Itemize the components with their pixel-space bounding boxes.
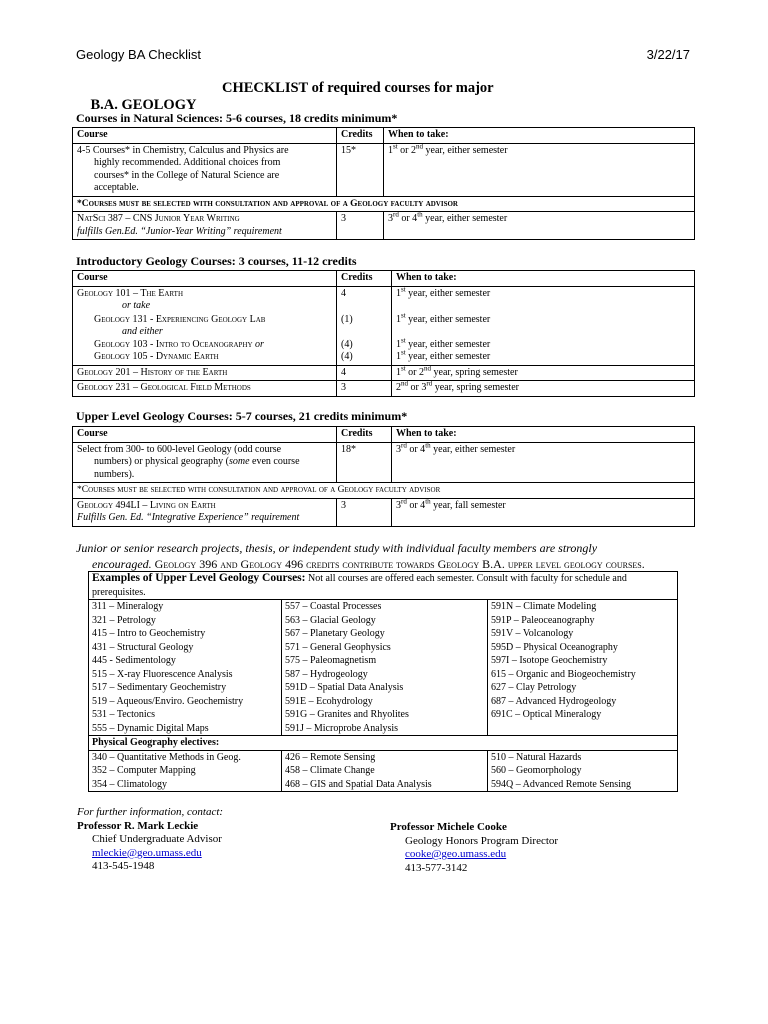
intro-geology-heading: Introductory Geology Courses: 3 courses, 11-12 credits [76,254,357,268]
credits-cell: 15* [337,143,384,196]
course-cell: Geology 231 – Geological Field Methods [73,381,337,397]
research-note-line: Junior or senior research projects, thesis, or independent study with individual faculty members are strongly [76,541,598,555]
course-cell: Geology 201 – History of the Earth [73,365,337,381]
course-list-item: 587 – Hydrogeology [285,668,368,680]
course-list-item: 555 – Dynamic Digital Maps [92,722,209,734]
course-list-item: 591N – Climate Modeling [491,601,597,612]
credits-cell: 4 (1) (4) (4) [337,286,392,365]
natural-sciences-heading: Courses in Natural Sciences: 5-6 courses, 18 credits minimum* [76,111,398,125]
course-list-item: 627 – Clay Petrology [491,682,577,693]
course-text: NatSci 387 – CNS Junior Year Writing [77,213,240,224]
when-cell: 3rd or 4th year, fall semester [392,498,695,526]
course-cell [73,143,337,196]
contact-phone: 413-577-3142 [405,861,468,874]
course-list-item: 515 – X-ray Fluorescence Analysis [92,668,233,680]
course-list-item: 575 – Paleomagnetism [285,655,377,666]
natural-sciences-table [72,127,695,240]
course-list-item: 615 – Organic and Biogeochemistry [491,668,636,680]
upper-geology-table [72,426,695,527]
contact-email-link[interactable]: mleckie@geo.umass.edu [92,846,202,859]
course-list-item: 517 – Sedimentary Geochemistry [92,682,227,693]
course-list-item: 445 - Sedimentology [92,655,176,666]
running-header-title: Geology BA Checklist [76,47,202,62]
table-row [89,736,678,751]
credits-cell: 4 [337,365,392,381]
course-cell [73,442,337,483]
table-header-row [73,271,695,287]
col-when-header: When to take: [392,427,695,443]
course-connector: or take [122,300,151,311]
when-cell: 1st year, either semester 1st year, either semester 1st year, either semester 1st year, either semester [392,286,695,365]
when-cell: 3rd or 4th year, either semester [392,442,695,483]
credits-cell: 3 [337,498,392,526]
when-cell: 3rd or 4th year, either semester [384,212,695,240]
course-list-item: 531 – Tectonics [92,709,155,720]
course-list-item: 510 – Natural Hazards [491,751,582,763]
course-cell [73,498,337,526]
when-cell: 1st or 2nd year, either semester [384,143,695,196]
table-header-row [73,128,695,144]
contact-lead: For further information, contact: [77,806,224,818]
col-credits-header: Credits [337,128,384,144]
when-cell: 2nd or 3rd year, spring semester [392,381,695,397]
course-list-item: 415 – Intro to Geochemistry [92,628,206,639]
course-text: 4-5 Courses* in Chemistry, Calculus and Physics are [77,144,289,156]
program-name: B.A. GEOLOGY [90,97,197,113]
table-header-row [73,427,695,443]
contact-right [390,821,558,875]
course-list-item: 560 – Geomorphology [491,765,582,776]
examples-col-3 [488,600,678,736]
table-row [73,498,695,526]
col-when-header: When to take: [384,128,695,144]
contact-title: Geology Honors Program Director [405,834,559,847]
course-list-item: 321 – Petrology [92,614,156,626]
examples-col-1 [89,600,282,736]
course-list-item: 687 – Advanced Hydrogeology [491,695,617,707]
course-list-item: 595D – Physical Oceanography [491,641,618,653]
table-row [73,442,695,483]
physical-geography-heading: Physical Geography electives: [89,736,678,751]
table-row [73,143,695,196]
checklist-title: CHECKLIST of required courses for major [222,80,494,96]
upper-geology-heading: Upper Level Geology Courses: 5-7 courses, 21 credits minimum* [76,409,408,423]
table-row [73,286,695,365]
course-text: highly recommended. Additional choices from [94,157,281,168]
course-list-item: 597I – Isotope Geochemistry [491,655,608,666]
course-list-item: 691C – Optical Mineralogy [491,709,602,720]
course-text: numbers). [94,468,135,480]
course-list-item: 591E – Ecohydrology [285,695,373,707]
table-row [89,600,678,736]
physgeo-col-2 [282,750,488,792]
contact-phone: 413-545-1948 [92,860,155,872]
col-when-header: When to take: [392,271,695,287]
course-text: Geology 101 – The Earth [77,287,183,299]
contact-title: Chief Undergraduate Advisor [92,833,222,845]
table-header-row [89,572,678,600]
course-list-item: 567 – Planetary Geology [285,628,385,639]
course-cell [73,286,337,365]
credits-cell: 18* [337,442,392,483]
course-text: numbers) or physical geography (some even course [94,456,300,467]
col-course-header: Course [73,128,337,144]
course-list-item: 591G – Granites and Rhyolites [285,709,409,720]
credits-cell: 3 [337,381,392,397]
course-list-item: 591P – Paleoceanography [491,614,595,626]
research-note-line: encouraged. Geology 396 and Geology 496 credits contribute towards Geology B.A. upper level geology courses. [92,557,645,571]
physgeo-col-1 [89,750,282,792]
credits-cell: 3 [337,212,384,240]
examples-table [88,571,678,792]
table-row [73,196,695,212]
course-list-item: 571 – General Geophysics [285,641,391,653]
course-list-item: 352 – Computer Mapping [92,765,196,776]
course-subtext: Fulfills Gen. Ed. “Integrative Experience” requirement [77,512,300,523]
physgeo-col-3 [488,750,678,792]
intro-geology-table [72,270,695,397]
contact-name: Professor Michele Cooke [390,821,507,833]
advisor-note: *Courses must be selected with consultation and approval of a Geology faculty advisor [73,196,695,212]
col-course-header: Course [73,427,337,443]
table-row [73,365,695,381]
when-cell: 1st or 2nd year, spring semester [392,365,695,381]
table-row [73,381,695,397]
course-list-item: 563 – Glacial Geology [285,614,376,626]
course-cell [73,212,337,240]
running-header-date: 3/22/17 [646,47,690,62]
table-row [89,750,678,792]
course-list-item: 591J – Microprobe Analysis [285,722,399,734]
course-text: Geology 131 - Experiencing Geology Lab [94,313,266,325]
col-credits-header: Credits [337,271,392,287]
course-text: acceptable. [94,182,139,193]
advisor-note: *Courses must be selected with consultation and approval of a Geology faculty advisor [73,483,695,499]
course-list-item: 594Q – Advanced Remote Sensing [491,778,631,790]
course-text: Select from 300- to 600-level Geology (odd course [77,443,282,455]
table-row [73,483,695,499]
course-list-item: 591D – Spatial Data Analysis [285,682,404,693]
examples-heading: Examples of Upper Level Geology Courses: Not all courses are offered each semester. Consult with faculty for schedule and prerequisites. [89,572,678,600]
examples-col-2 [282,600,488,736]
course-list-item: 311 – Mineralogy [92,601,164,612]
course-text: Geology 103 - Intro to Oceanography or [94,338,264,350]
course-list-item: 519 – Aqueous/Enviro. Geochemistry [92,695,244,707]
col-credits-header: Credits [337,427,392,443]
course-list-item: 354 – Climatology [92,778,167,790]
table-row [73,212,695,240]
contact-left [77,806,223,874]
contact-name: Professor R. Mark Leckie [77,819,199,832]
course-connector: and either [122,326,163,337]
course-list-item: 591V – Volcanology [491,628,574,639]
course-list-item: 431 – Structural Geology [92,641,194,653]
course-text: Geology 105 - Dynamic Earth [94,351,219,362]
course-text: courses* in the College of Natural Science are [94,169,280,181]
col-course-header: Course [73,271,337,287]
contact-email-link[interactable]: cooke@geo.umass.edu [405,848,507,860]
course-list-item: 468 – GIS and Spatial Data Analysis [285,778,432,790]
course-subtext: fulfills Gen.Ed. “Junior-Year Writing” requirement [77,225,282,237]
course-list-item: 426 – Remote Sensing [285,751,376,763]
course-list-item: 340 – Quantitative Methods in Geog. [92,751,241,763]
research-note [76,540,696,572]
course-list-item: 557 – Coastal Processes [285,601,382,612]
course-list-item: 458 – Climate Change [285,765,375,776]
course-text: Geology 494LI – Living on Earth [77,499,216,511]
